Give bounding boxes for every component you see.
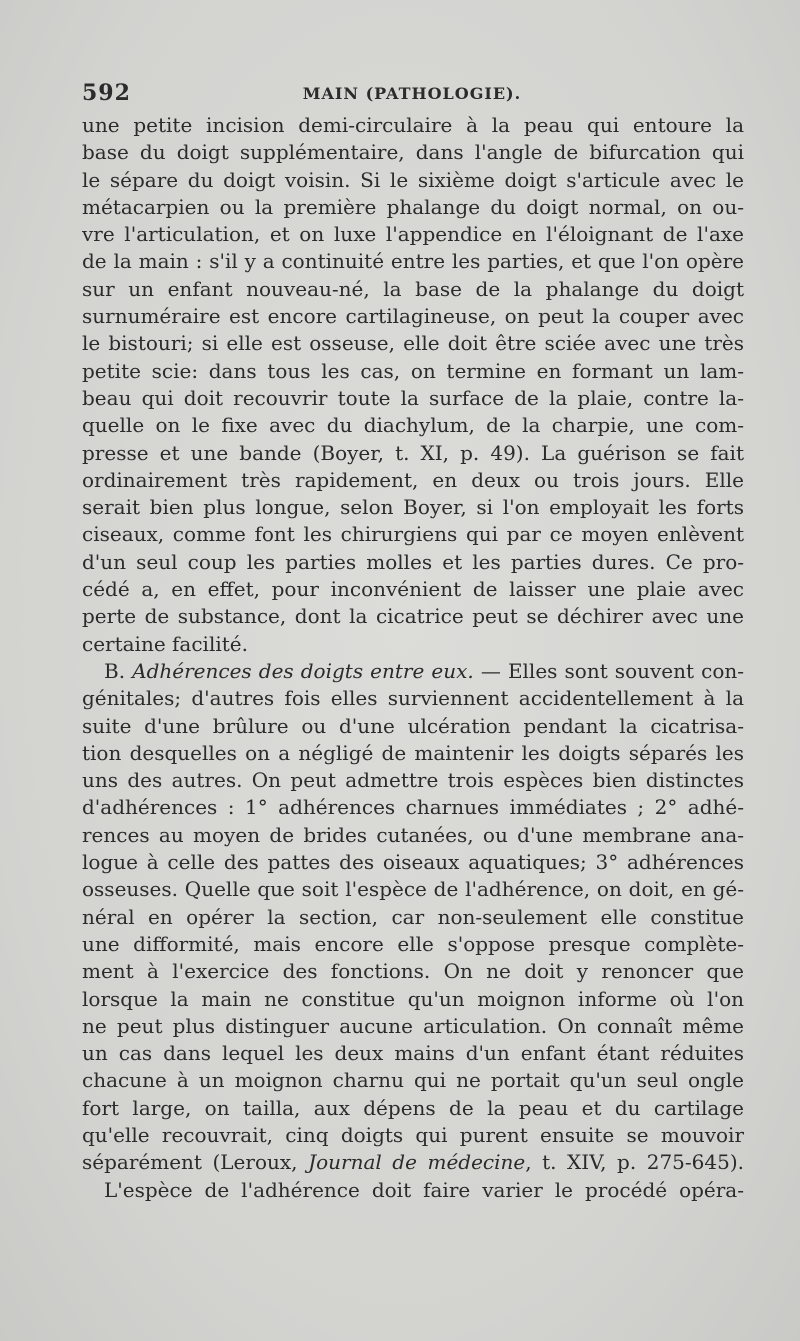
text-line: L'espèce de l'adhérence doit faire varier le procédé opéra- [104,1177,744,1202]
citation-before: séparément (Leroux, [82,1150,298,1175]
text-line: perte de substance, dont la cicatrice peut se déchirer avec une [82,604,744,629]
text-line: logue à celle des pattes des oiseaux aquatiques; 3° adhérences [82,850,744,875]
text-line: sur un enfant nouveau-né, la base de la phalange du doigt [82,276,744,301]
journal-title: Journal de médecine [308,1150,526,1175]
text-line: ment à l'exercice des fonctions. On ne doit y renoncer que [82,959,744,984]
running-title: MAIN (PATHOLOGIE). [302,84,522,103]
text-line: certaine facilité. [82,631,248,656]
text-line: le bistouri; si elle est osseuse, elle doit être sciée avec une très [82,331,744,356]
text-line: surnuméraire est encore cartilagineuse, on peut la couper avec [82,304,744,329]
text-line: génitales; d'autres fois elles surviennent accidentellement à la [82,686,744,711]
text-line: chacune à un moignon charnu qui ne portait qu'un seul ongle [82,1068,744,1093]
text-line: ciseaux, comme font les chirurgiens qui par ce moyen enlèvent [82,522,744,547]
text-line: suite d'une brûlure ou d'une ulcération pendant la cicatrisa- [82,713,744,738]
text-line: de la main : s'il y a continuité entre les parties, et que l'on opère [82,249,744,274]
text-line: rences au moyen de brides cutanées, ou d'une membrane ana- [82,822,744,847]
text-line: une difformité, mais encore elle s'oppose presque complète- [82,931,744,956]
page-header [82,80,742,110]
body-text [82,112,744,1204]
page-number: 592 [82,80,131,106]
text-line: ne peut plus distinguer aucune articulation. On connaît même [82,1013,744,1038]
text-line: osseuses. Quelle que soit l'espèce de l'adhérence, on doit, en gé- [82,877,744,902]
citation-after: , t. XIV, p. 275-645). [525,1150,744,1175]
text-line: serait bien plus longue, selon Boyer, si l'on employait les forts [82,495,744,520]
text-line: cédé a, en effet, pour inconvénient de laisser une plaie avec [82,577,744,602]
text-line: métacarpien ou la première phalange du doigt normal, on ou- [82,194,744,219]
text-line: néral en opérer la section, car non-seulement elle constitue [82,904,744,929]
text-line: ordinairement très rapidement, en deux ou trois jours. Elle [82,467,744,492]
citation-line [82,1149,744,1176]
text-line: qu'elle recouvrait, cinq doigts qui purent ensuite se mouvoir [82,1122,744,1147]
section-heading: Adhérences des doigts entre eux. [132,658,474,683]
text-line: uns des autres. On peut admettre trois espèces bien distinctes [82,768,744,793]
text-line: base du doigt supplémentaire, dans l'angle de bifurcation qui [82,140,744,165]
text-line: lorsque la main ne constitue qu'un moignon informe où l'on [82,986,744,1011]
section-heading-rest: — Elles sont souvent con- [480,658,744,683]
text-line: fort large, on tailla, aux dépens de la peau et du cartilage [82,1095,744,1120]
section-b-heading-line [82,658,744,685]
text-line: petite scie: dans tous les cas, on termine en formant un lam- [82,358,744,383]
text-line: une petite incision demi-circulaire à la peau qui entoure la [82,113,744,137]
text-line: le sépare du doigt voisin. Si le sixième doigt s'articule avec le [82,167,744,192]
text-line: presse et une bande (Boyer, t. XI, p. 49). La guérison se fait [82,440,744,465]
text-line: beau qui doit recouvrir toute la surface de la plaie, contre la- [82,385,744,410]
text-line: d'adhérences : 1° adhérences charnues immédiates ; 2° adhé- [82,795,744,820]
text-line: quelle on le fixe avec du diachylum, de la charpie, une com- [82,413,744,438]
text-line: d'un seul coup les parties molles et les parties dures. Ce pro- [82,549,744,574]
text-line: un cas dans lequel les deux mains d'un enfant étant réduites [82,1041,744,1066]
text-line: vre l'articulation, et on luxe l'appendice en l'éloignant de l'axe [82,222,744,247]
text-line: tion desquelles on a négligé de maintenir les doigts séparés les [82,740,744,765]
section-label: B. [104,658,126,683]
